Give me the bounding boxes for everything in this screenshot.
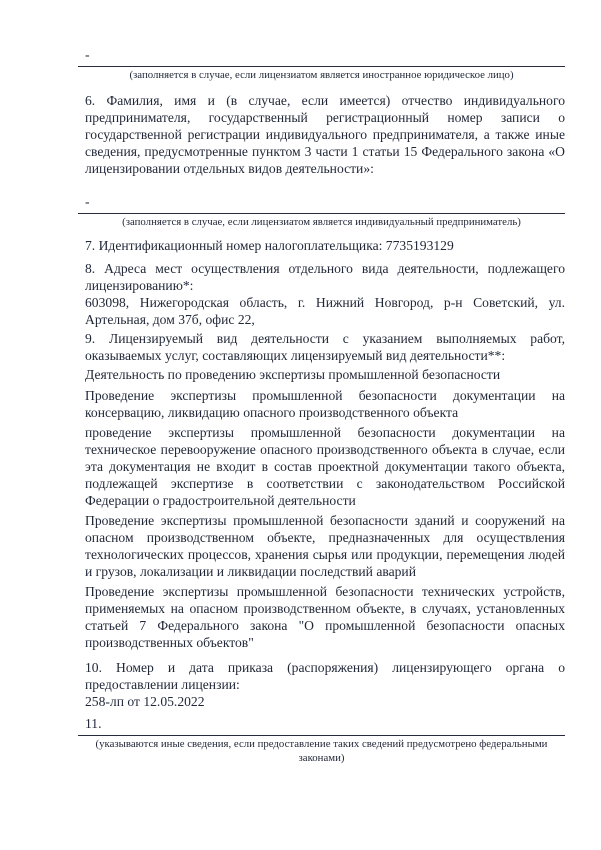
foreign-entity-value: - — [85, 47, 90, 62]
item-9-text: 9. Лицензируемый вид деятельности с указанием выполняемых работ, оказываемых услуг, составляющих лицензируемый вид деятельности**: — [85, 331, 565, 363]
item-9-work-1: Проведение экспертизы промышленной безопасности документации на консервацию, ликвидацию опасного производственного объекта — [85, 388, 565, 420]
item-9-activity: Деятельность по проведению экспертизы промышленной безопасности — [85, 367, 501, 382]
foreign-entity-field — [85, 46, 565, 83]
item-9-work-3: Проведение экспертизы промышленной безопасности зданий и сооружений на опасном производственном объекте, предназначенных для осуществления технологических процессов, хранения сырья или продукции, перемещения людей и грузов, локализации и ликвидации последствий аварий — [85, 513, 565, 579]
item-7-text: 7. Идентификационный номер налогоплательщика: 7735193129 — [85, 238, 454, 253]
foreign-entity-underline — [78, 66, 565, 67]
item-8-address: 603098, Нижегородская область, г. Нижний Новгород, р-н Советский, ул. Артельная, дом 37б, офис 22, — [85, 295, 565, 327]
item-11-number: 11. — [85, 716, 102, 731]
entrepreneur-value: - — [85, 193, 90, 209]
item-8-text: 8. Адреса мест осуществления отдельного вида деятельности, подлежащего лицензированию*: — [85, 261, 565, 293]
item-11-caption: (указываются иные сведения, если предоставление таких сведений предусмотрено федеральными законами) — [95, 738, 548, 764]
entrepreneur-underline — [78, 213, 565, 214]
item-9-work-2: проведение экспертизы промышленной безопасности документации на техническое перевооружение опасного производственного объекта в случае, если эта документация не входит в состав проектной документации такого объекта, подлежащей экспертизе в соответствии с законодательством Российской Федерации о градостроительной деятельности — [85, 425, 565, 508]
item-6-text: 6. Фамилия, имя и (в случае, если имеется) отчество индивидуального предпринимателя, государственный регистрационный номер записи о государственной регистрации индивидуального предпринимателя, а также иные сведения, предусмотренные пунктом 3 части 1 статьи 15 Федерального закона «О лицензировании отдельных видов деятельности»: — [85, 92, 565, 176]
item-9-work-4: Проведение экспертизы промышленной безопасности технических устройств, применяемых на опасном производственном объекте, в случаях, установленных статьей 7 Федерального закона "О промышленной безопасности опасных производственных объектов" — [85, 584, 565, 650]
entrepreneur-caption: (заполняется в случае, если лицензиатом является индивидуальный предприниматель) — [122, 215, 521, 228]
item-10-order-value: 258-лп от 12.05.2022 — [85, 694, 205, 709]
entrepreneur-field — [85, 193, 565, 230]
item-11-underline — [78, 735, 565, 736]
foreign-entity-caption: (заполняется в случае, если лицензиатом является иностранное юридическое лицо) — [129, 69, 514, 81]
item-10-text: 10. Номер и дата приказа (распоряжения) лицензирующего органа о предоставлении лицензии: — [85, 660, 565, 692]
